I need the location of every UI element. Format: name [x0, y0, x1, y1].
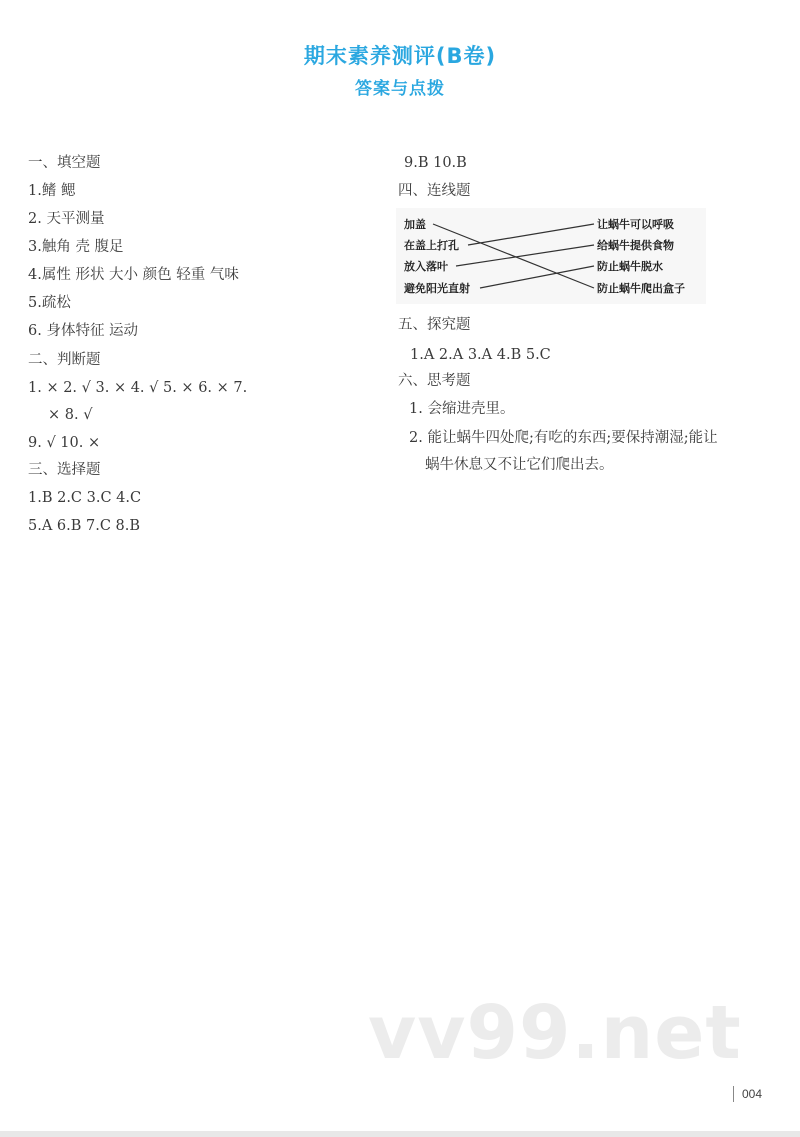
diagram-left-item: 避免阳光直射: [404, 282, 470, 295]
answer-line: 4.属性 形状 大小 颜色 轻重 气味: [28, 267, 239, 283]
page-title: 期末素养测评(B卷): [303, 44, 497, 68]
watermark: vv99.net: [368, 990, 742, 1076]
diagram-left-item: 在盖上打孔: [404, 239, 459, 252]
page-number-divider: [733, 1086, 734, 1102]
answer-line: 3.触角 壳 腹足: [28, 239, 124, 255]
diagram-right-item: 给蜗牛提供食物: [597, 239, 674, 252]
bottom-edge: [0, 1131, 800, 1137]
answer-line: 5.A 6.B 7.C 8.B: [28, 518, 141, 534]
diagram-left-item: 放入落叶: [404, 260, 448, 273]
diagram-right-item: 防止蜗牛爬出盒子: [597, 282, 685, 295]
answer-line: 9. √ 10. ×: [28, 435, 101, 451]
page-subtitle: 答案与点拨: [355, 79, 445, 99]
section-fill-blank-title: 一、填空题: [28, 155, 101, 171]
matching-diagram: [396, 208, 706, 304]
answer-line: 1.B 2.C 3.C 4.C: [28, 490, 142, 506]
section-thinking-title: 六、思考题: [398, 373, 471, 389]
answer-line: 1. 会缩进壳里。: [409, 401, 515, 417]
section-judgement-title: 二、判断题: [28, 352, 101, 368]
diagram-left-item: 加盖: [404, 218, 426, 231]
answer-line: 1. × 2. √ 3. × 4. √ 5. × 6. × 7.: [28, 380, 248, 396]
answer-line: × 8. √: [48, 407, 93, 423]
page-number: 004: [741, 1087, 762, 1101]
answer-line: 2. 天平测量: [28, 211, 105, 227]
diagram-right-item: 防止蜗牛脱水: [597, 260, 663, 273]
answer-line: 1.鳍 鳃: [28, 183, 76, 199]
answer-line: 2. 能让蜗牛四处爬;有吃的东西;要保持潮湿;能让: [409, 430, 718, 446]
answer-line: 5.疏松: [28, 295, 71, 311]
answer-line: 1.A 2.A 3.A 4.B 5.C: [410, 347, 551, 363]
answer-line: 9.B 10.B: [404, 155, 467, 171]
section-matching-title: 四、连线题: [398, 183, 471, 199]
section-choice-title: 三、选择题: [28, 462, 101, 478]
section-inquiry-title: 五、探究题: [398, 317, 471, 333]
answer-line: 蜗牛休息又不让它们爬出去。: [425, 457, 614, 473]
answer-line: 6. 身体特征 运动: [28, 323, 139, 339]
diagram-right-item: 让蜗牛可以呼吸: [597, 218, 674, 231]
